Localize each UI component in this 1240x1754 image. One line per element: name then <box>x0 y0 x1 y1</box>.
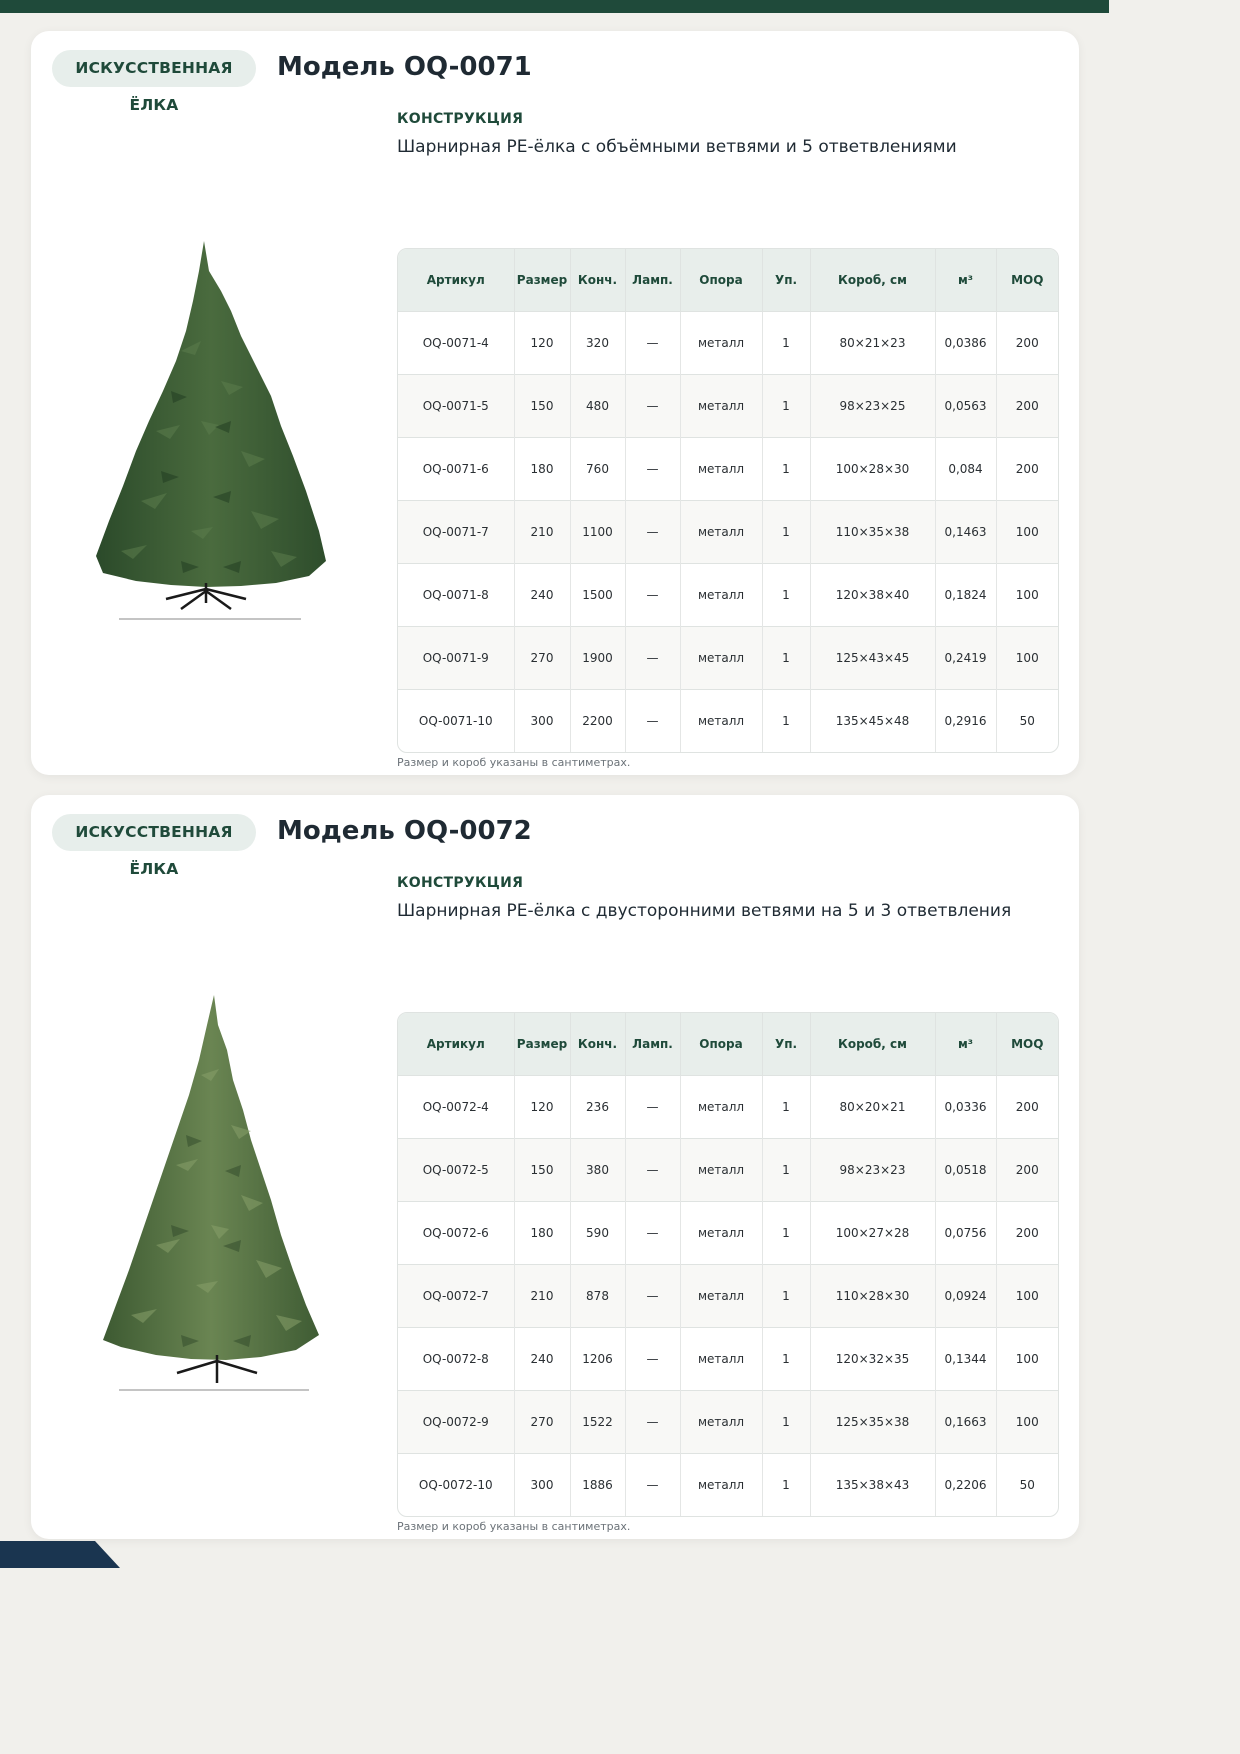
table-row <box>398 312 1058 375</box>
cell-tips: 590 <box>570 1202 625 1265</box>
col-header-pack: Уп. <box>762 1013 810 1076</box>
cell-volume: 0,2206 <box>935 1454 996 1517</box>
construction-label: КОНСТРУКЦИЯ <box>397 111 524 127</box>
cell-pack: 1 <box>762 1391 810 1454</box>
cell-volume: 0,0563 <box>935 375 996 438</box>
spec-table <box>397 248 1059 753</box>
col-header-size: Размер <box>514 1013 570 1076</box>
cell-tips: 1500 <box>570 564 625 627</box>
cell-box: 100×28×30 <box>810 438 935 501</box>
cell-pack: 1 <box>762 438 810 501</box>
cell-tips: 320 <box>570 312 625 375</box>
cell-moq: 100 <box>996 1328 1058 1391</box>
col-header-tips: Конч. <box>570 249 625 312</box>
cell-article: OQ-0071-10 <box>398 690 514 753</box>
cell-moq: 200 <box>996 1076 1058 1139</box>
col-header-stand: Опора <box>680 1013 762 1076</box>
cell-stand: металл <box>680 1076 762 1139</box>
col-header-box: Короб, см <box>810 249 935 312</box>
cell-article: OQ-0072-4 <box>398 1076 514 1139</box>
cell-moq: 200 <box>996 438 1058 501</box>
cell-moq: 200 <box>996 1139 1058 1202</box>
corner-decoration <box>0 1541 120 1568</box>
table-row <box>398 1265 1058 1328</box>
cell-moq: 50 <box>996 690 1058 753</box>
cell-volume: 0,2419 <box>935 627 996 690</box>
col-header-tips: Конч. <box>570 1013 625 1076</box>
cell-size: 270 <box>514 627 570 690</box>
table-row <box>398 1202 1058 1265</box>
table-row <box>398 564 1058 627</box>
cell-size: 180 <box>514 1202 570 1265</box>
cell-pack: 1 <box>762 1202 810 1265</box>
cell-size: 210 <box>514 1265 570 1328</box>
cell-tips: 760 <box>570 438 625 501</box>
cell-lamps: — <box>625 375 680 438</box>
tree-image <box>81 995 341 1395</box>
table-row <box>398 690 1058 753</box>
cell-tips: 380 <box>570 1139 625 1202</box>
cell-box: 100×27×28 <box>810 1202 935 1265</box>
table-header-row <box>398 1013 1058 1076</box>
table-row <box>398 1454 1058 1517</box>
cell-size: 240 <box>514 564 570 627</box>
col-header-article: Артикул <box>398 249 514 312</box>
cell-tips: 1886 <box>570 1454 625 1517</box>
cell-stand: металл <box>680 627 762 690</box>
construction-description: Шарнирная PE-ёлка с объёмными ветвями и 5 ответвлениями <box>397 137 957 157</box>
cell-box: 110×35×38 <box>810 501 935 564</box>
cell-box: 120×32×35 <box>810 1328 935 1391</box>
cell-volume: 0,0386 <box>935 312 996 375</box>
cell-article: OQ-0071-8 <box>398 564 514 627</box>
footnote: Размер и короб указаны в сантиметрах. <box>397 1520 631 1533</box>
col-header-size: Размер <box>514 249 570 312</box>
cell-article: OQ-0072-8 <box>398 1328 514 1391</box>
cell-lamps: — <box>625 1328 680 1391</box>
cell-box: 120×38×40 <box>810 564 935 627</box>
cell-size: 150 <box>514 375 570 438</box>
cell-box: 125×35×38 <box>810 1391 935 1454</box>
cell-size: 300 <box>514 690 570 753</box>
table-row <box>398 1139 1058 1202</box>
cell-box: 135×45×48 <box>810 690 935 753</box>
cell-pack: 1 <box>762 627 810 690</box>
cell-lamps: — <box>625 501 680 564</box>
table-row <box>398 375 1058 438</box>
cell-size: 300 <box>514 1454 570 1517</box>
cell-moq: 100 <box>996 1265 1058 1328</box>
cell-volume: 0,1663 <box>935 1391 996 1454</box>
cell-volume: 0,0756 <box>935 1202 996 1265</box>
cell-lamps: — <box>625 438 680 501</box>
category-badge: ИСКУССТВЕННАЯ ЁЛКА <box>52 814 256 851</box>
cell-tips: 1900 <box>570 627 625 690</box>
cell-pack: 1 <box>762 690 810 753</box>
spec-table <box>397 1012 1059 1517</box>
cell-lamps: — <box>625 627 680 690</box>
cell-article: OQ-0072-5 <box>398 1139 514 1202</box>
col-header-box: Короб, см <box>810 1013 935 1076</box>
cell-tips: 1522 <box>570 1391 625 1454</box>
col-header-lamps: Ламп. <box>625 249 680 312</box>
cell-box: 135×38×43 <box>810 1454 935 1517</box>
cell-pack: 1 <box>762 1328 810 1391</box>
cell-pack: 1 <box>762 1076 810 1139</box>
cell-box: 80×21×23 <box>810 312 935 375</box>
cell-stand: металл <box>680 1391 762 1454</box>
cell-lamps: — <box>625 1076 680 1139</box>
col-header-stand: Опора <box>680 249 762 312</box>
cell-size: 270 <box>514 1391 570 1454</box>
table-row <box>398 1391 1058 1454</box>
cell-article: OQ-0071-4 <box>398 312 514 375</box>
cell-stand: металл <box>680 438 762 501</box>
cell-pack: 1 <box>762 501 810 564</box>
cell-lamps: — <box>625 690 680 753</box>
cell-article: OQ-0071-5 <box>398 375 514 438</box>
cell-article: OQ-0071-6 <box>398 438 514 501</box>
col-header-volume: м³ <box>935 249 996 312</box>
category-badge: ИСКУССТВЕННАЯ ЁЛКА <box>52 50 256 87</box>
cell-volume: 0,2916 <box>935 690 996 753</box>
cell-tips: 480 <box>570 375 625 438</box>
cell-box: 98×23×25 <box>810 375 935 438</box>
cell-stand: металл <box>680 501 762 564</box>
cell-stand: металл <box>680 1202 762 1265</box>
construction-label: КОНСТРУКЦИЯ <box>397 875 524 891</box>
cell-stand: металл <box>680 1454 762 1517</box>
table-header-row <box>398 249 1058 312</box>
cell-article: OQ-0072-10 <box>398 1454 514 1517</box>
footnote: Размер и короб указаны в сантиметрах. <box>397 756 631 769</box>
table-row <box>398 1328 1058 1391</box>
cell-volume: 0,0336 <box>935 1076 996 1139</box>
col-header-pack: Уп. <box>762 249 810 312</box>
cell-tips: 1100 <box>570 501 625 564</box>
cell-lamps: — <box>625 1391 680 1454</box>
cell-pack: 1 <box>762 375 810 438</box>
table-row <box>398 501 1058 564</box>
cell-size: 180 <box>514 438 570 501</box>
cell-moq: 50 <box>996 1454 1058 1517</box>
cell-volume: 0,084 <box>935 438 996 501</box>
cell-moq: 100 <box>996 627 1058 690</box>
cell-article: OQ-0071-7 <box>398 501 514 564</box>
cell-tips: 878 <box>570 1265 625 1328</box>
top-accent-bar <box>0 0 1109 13</box>
cell-size: 120 <box>514 312 570 375</box>
cell-moq: 200 <box>996 1202 1058 1265</box>
product-card-oq-0072 <box>31 795 1079 1539</box>
table-row <box>398 1076 1058 1139</box>
cell-tips: 236 <box>570 1076 625 1139</box>
cell-lamps: — <box>625 312 680 375</box>
cell-stand: металл <box>680 312 762 375</box>
cell-article: OQ-0072-9 <box>398 1391 514 1454</box>
cell-lamps: — <box>625 564 680 627</box>
cell-article: OQ-0071-9 <box>398 627 514 690</box>
cell-volume: 0,0518 <box>935 1139 996 1202</box>
table-body <box>398 312 1058 753</box>
cell-volume: 0,1344 <box>935 1328 996 1391</box>
cell-pack: 1 <box>762 564 810 627</box>
col-header-article: Артикул <box>398 1013 514 1076</box>
table-row <box>398 438 1058 501</box>
cell-moq: 200 <box>996 375 1058 438</box>
cell-lamps: — <box>625 1139 680 1202</box>
cell-lamps: — <box>625 1265 680 1328</box>
model-title: Модель OQ-0071 <box>277 52 532 82</box>
cell-stand: металл <box>680 375 762 438</box>
cell-stand: металл <box>680 1139 762 1202</box>
cell-article: OQ-0072-6 <box>398 1202 514 1265</box>
col-header-moq: MOQ <box>996 1013 1058 1076</box>
cell-box: 98×23×23 <box>810 1139 935 1202</box>
cell-volume: 0,1463 <box>935 501 996 564</box>
cell-size: 120 <box>514 1076 570 1139</box>
cell-lamps: — <box>625 1454 680 1517</box>
col-header-volume: м³ <box>935 1013 996 1076</box>
cell-moq: 200 <box>996 312 1058 375</box>
cell-moq: 100 <box>996 564 1058 627</box>
cell-stand: металл <box>680 1265 762 1328</box>
cell-size: 240 <box>514 1328 570 1391</box>
cell-pack: 1 <box>762 1139 810 1202</box>
tree-image <box>81 231 341 631</box>
cell-article: OQ-0072-7 <box>398 1265 514 1328</box>
cell-volume: 0,1824 <box>935 564 996 627</box>
cell-moq: 100 <box>996 501 1058 564</box>
col-header-lamps: Ламп. <box>625 1013 680 1076</box>
cell-pack: 1 <box>762 1265 810 1328</box>
cell-moq: 100 <box>996 1391 1058 1454</box>
cell-pack: 1 <box>762 1454 810 1517</box>
table-body <box>398 1076 1058 1517</box>
cell-tips: 2200 <box>570 690 625 753</box>
cell-stand: металл <box>680 1328 762 1391</box>
cell-pack: 1 <box>762 312 810 375</box>
product-card-oq-0071 <box>31 31 1079 775</box>
col-header-moq: MOQ <box>996 249 1058 312</box>
table-row <box>398 627 1058 690</box>
construction-description: Шарнирная PE-ёлка с двусторонними ветвями на 5 и 3 ответвления <box>397 901 1012 921</box>
cell-stand: металл <box>680 690 762 753</box>
cell-box: 125×43×45 <box>810 627 935 690</box>
model-title: Модель OQ-0072 <box>277 816 532 846</box>
cell-box: 80×20×21 <box>810 1076 935 1139</box>
cell-box: 110×28×30 <box>810 1265 935 1328</box>
cell-tips: 1206 <box>570 1328 625 1391</box>
cell-size: 210 <box>514 501 570 564</box>
cell-stand: металл <box>680 564 762 627</box>
cell-size: 150 <box>514 1139 570 1202</box>
cell-volume: 0,0924 <box>935 1265 996 1328</box>
cell-lamps: — <box>625 1202 680 1265</box>
